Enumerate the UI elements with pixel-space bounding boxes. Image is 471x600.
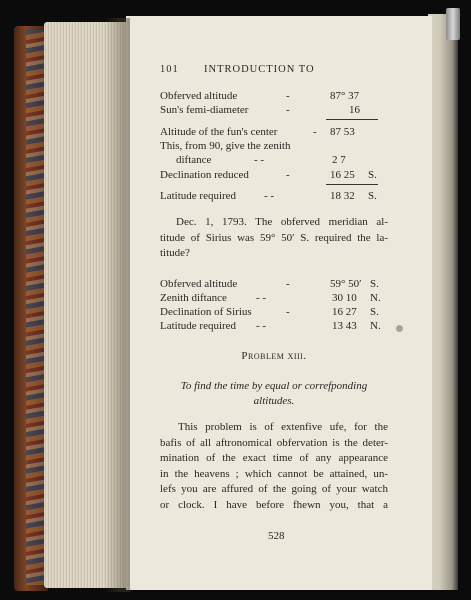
problem-subtitle-line: altitudes. [253,395,295,407]
table-row-dash: - [313,126,317,138]
paragraph-line: lefs you are affured of the going of your watch [160,483,388,495]
sum-rule [326,184,378,185]
table-row-label: Obferved altitude [160,278,238,290]
table-row-suffix: S. [370,306,379,318]
page-clip [446,8,460,40]
table-row-suffix: N. [370,292,381,304]
body-paragraph [160,420,388,513]
table-row-value: 59° 50′ [330,278,362,290]
table-row-suffix: N. [370,320,381,332]
paragraph-line: titude? [160,247,190,259]
paragraph-line: titude of Sirius was 59° 50′ S. required the la- [160,231,388,244]
sum-rule [326,119,378,120]
paragraph-line: bafis of all aftronomical obfervation is the deter- [160,436,388,449]
table-row-value: 18 32 [330,190,355,202]
table-row-label: Latitude required [160,190,237,202]
table-row-dash: - - [254,154,265,166]
table-row-label: diftance [176,154,212,166]
table-row-dash: - [286,278,290,290]
problem-heading: Problem xiii. [241,350,307,362]
paragraph-line: or clock. I have before fhewn you, that a [160,498,388,511]
table-row-suffix: S. [368,169,377,181]
paragraph-line: mination of the exact time of any appearance [160,452,388,464]
table-row-dash: - [286,104,290,116]
table-row-label: This, from 90, give the zenith [160,140,291,152]
table-row-value: 13 43 [332,320,357,332]
paragraph-line: in the heavens ; which cannot be attained, un- [160,467,388,480]
table-row-value: 87 53 [330,126,355,138]
table-row-dash: - - [256,292,267,304]
table-row-label: Zenith diftance [160,292,227,304]
paragraph-line: Dec. 1, 1793. The obferved meridian al- [176,216,388,228]
table-row-value: 30 10 [332,292,357,304]
table-row-value: 16 25 [330,169,355,181]
page-number: 101 [160,64,179,75]
table-row-dash: - - [264,190,275,202]
table-row-label: Obferved altitude [160,90,238,102]
table-row-value: 16 [349,104,360,116]
page-signature: 528 [268,530,285,542]
book-page [126,16,432,590]
running-head: INTRODUCTION TO [204,64,315,75]
table-row-value: 87° 37 [330,90,360,102]
table-row-suffix: S. [370,278,379,290]
table-row-dash: - [286,90,290,102]
right-page-edge [428,14,458,590]
table-row-suffix: S. [368,190,377,202]
problem-subtitle-line: To find the time by equal or correfponding [180,380,368,392]
table-row-dash: - - [256,320,267,332]
table-row-label: Altitude of the fun's center [160,126,278,138]
table-row-label: Declination of Sirius [160,306,252,318]
page-gutter-shadow [104,18,130,592]
example-paragraph [160,215,388,262]
table-row-label: Latitude required [160,320,237,332]
table-row-value: 2 7 [332,154,346,166]
paper-speck [396,325,403,332]
table-row-label: Declination reduced [160,169,249,181]
table-row-value: 16 27 [332,306,357,318]
table-row-label: Sun's femi-diameter [160,104,249,116]
table-row-dash: - [286,169,290,181]
paragraph-line: This problem is of extenfive ufe, for the [178,421,388,433]
table-row-dash: - [286,306,290,318]
